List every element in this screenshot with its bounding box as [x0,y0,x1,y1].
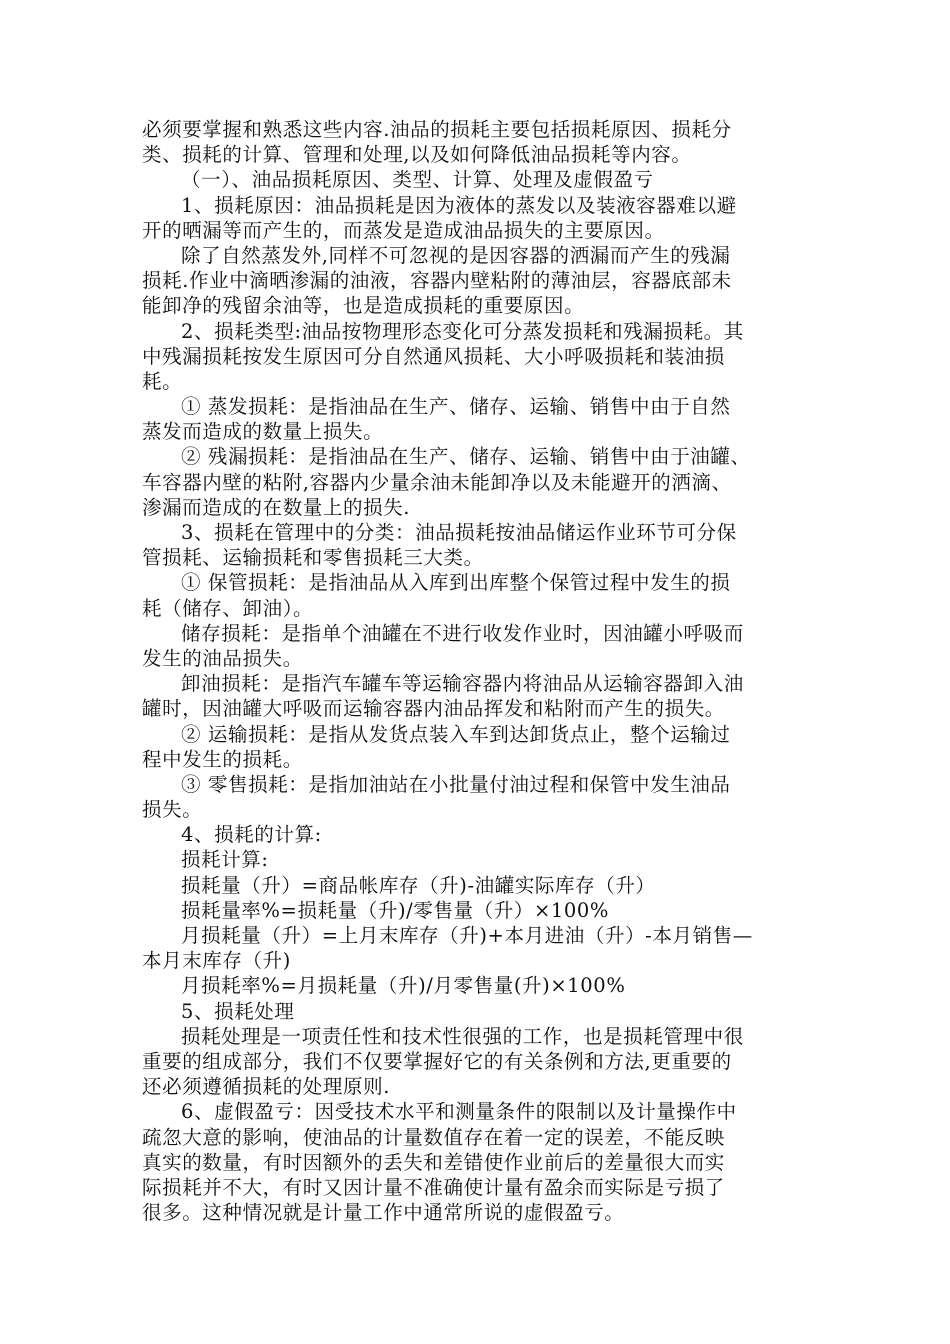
text-line: 开的晒漏等而产生的，而蒸发是造成油品损失的主要原因。 [142,218,665,242]
text-line: 车容器内壁的粘附,容器内少量余油未能卸净以及未能避开的洒滴、 [142,470,732,494]
text-line: 耗。 [142,369,183,393]
text-line: ① 蒸发损耗：是指油品在生产、储存、运输、销售中由于自然 [181,395,731,419]
text-line: 5、损耗处理 [181,999,295,1023]
text-line: 2、损耗类型:油品按物理形态变化可分蒸发损耗和残漏损耗。其 [181,319,744,343]
text-line: 罐时，因油罐大呼吸而运输容器内油品挥发和粘附而产生的损失。 [142,697,725,721]
text-line: 蒸发而造成的数量上损失。 [142,420,384,444]
text-line: 疏忽大意的影响，使油品的计量数值存在着一定的误差，不能反映 [142,1125,725,1149]
text-line: ② 运输损耗：是指从发货点装入车到达卸货点止，整个运输过 [181,722,731,746]
formula-line: 月损耗量（升）=上月末库存（升)+本月进油（升）-本月销售— [181,924,753,947]
formula-line: 损耗量率%=损耗量（升)/零售量（升）×100% [181,898,610,922]
text-line: 损失。 [142,798,203,822]
text-line: 6、虚假盈亏：因受技术水平和测量条件的限制以及计量操作中 [181,1100,737,1124]
text-line: 损耗.作业中滴晒渗漏的油液，容器内壁粘附的薄油层，容器底部未 [142,269,732,293]
text-line: 管损耗、运输损耗和零售损耗三大类。 [142,546,484,570]
text-line: 1、损耗原因：油品损耗是因为液体的蒸发以及装液容器难以避 [181,193,737,217]
formula-line: 月损耗率%=月损耗量（升)/月零售量(升)×100% [181,974,626,998]
text-line: 3、损耗在管理中的分类：油品损耗按油品储运作业环节可分保 [181,521,737,544]
text-line: ① 保管损耗：是指油品从入库到出库整个保管过程中发生的损 [181,571,731,595]
text-line: 除了自然蒸发外,同样不可忽视的是因容器的洒漏而产生的残漏 [181,243,731,267]
text-line: ③ 零售损耗：是指加油站在小批量付油过程和保管中发生油品 [181,772,731,796]
text-line: 损耗处理是一项责任性和技术性很强的工作，也是损耗管理中很 [181,1024,744,1048]
text-line: 耗（储存、卸油）。 [142,596,314,620]
formula-line: 损耗量（升）=商品帐库存（升)-油罐实际库存（升） [181,873,656,897]
text-line: 必须要掌握和熟悉这些内容.油品的损耗主要包括损耗原因、损耗分 [142,118,732,141]
text-line: 卸油损耗：是指汽车罐车等运输容器内将油品从运输容器卸入油 [181,672,744,696]
section-heading: （一）、油品损耗原因、类型、计算、处理及虚假盈亏 [181,168,654,192]
text-line: 中残漏损耗按发生原因可分自然通风损耗、大小呼吸损耗和装油损 [142,344,725,368]
formula-line: 本月末库存（升) [142,949,291,973]
text-line: 储存损耗：是指单个油罐在不进行收发作业时，因油罐小呼吸而 [181,621,744,645]
text-line: 4、损耗的计算: [181,823,322,847]
text-line: 能卸净的残留余油等，也是造成损耗的重要原因。 [142,294,585,318]
text-line: 真实的数量，有时因额外的丢失和差错使作业前后的差量很大而实 [142,1150,725,1174]
text-line: 发生的油品损失。 [142,646,303,670]
document-body [142,117,810,1225]
text-line: 际损耗并不大，有时又因计量不准确使计量有盈余而实际是亏损了 [142,1175,725,1199]
text-line: 程中发生的损耗。 [142,747,303,771]
text-line: 损耗计算: [181,848,269,872]
text-line: 渗漏而造成的在数量上的损失. [142,495,411,519]
text-line: 类、损耗的计算、管理和处理,以及如何降低油品损耗等内容。 [142,143,692,167]
text-line: 重要的组成部分，我们不仅要掌握好它的有关条例和方法,更重要的 [142,1049,732,1073]
text-line: 很多。这种情况就是计量工作中通常所说的虚假盈亏。 [142,1201,625,1225]
text-line: 还必须遵循损耗的处理原则. [142,1075,390,1099]
text-line: ② 残漏损耗：是指油品在生产、储存、运输、销售中由于油罐、 [181,445,751,469]
